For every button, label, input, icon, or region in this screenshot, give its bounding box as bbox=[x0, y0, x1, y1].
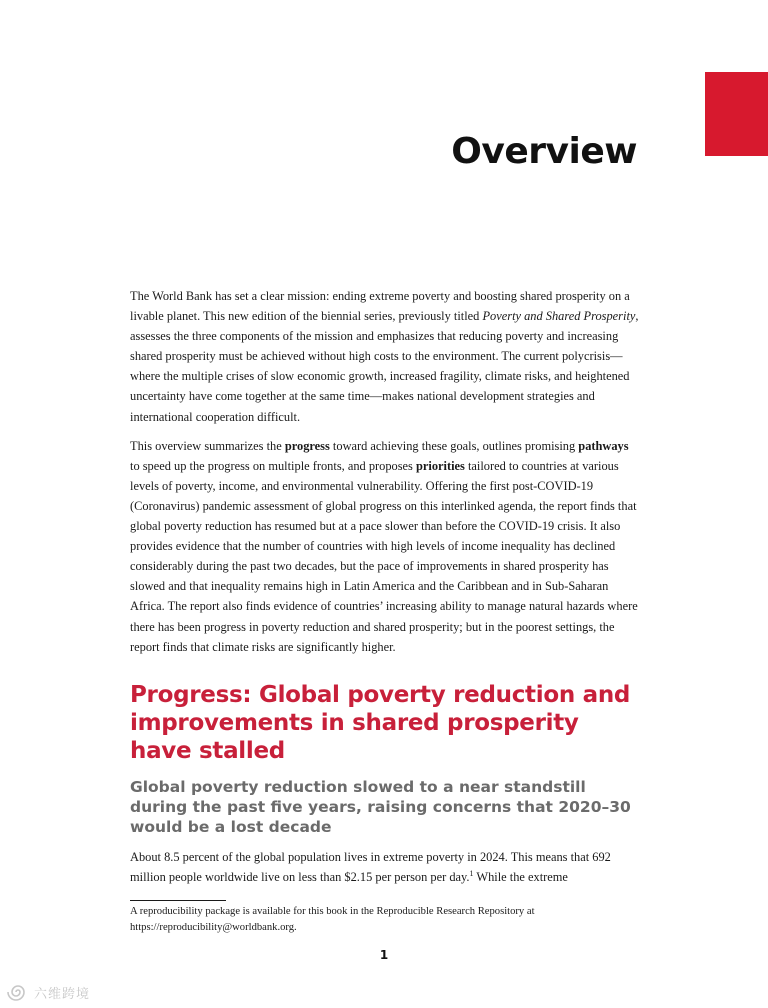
watermark-text: 六维跨境 bbox=[34, 986, 91, 1002]
section-paragraph-1 bbox=[130, 847, 640, 887]
footnote-reference[interactable]: 1 bbox=[469, 868, 474, 878]
intro-paragraph-1 bbox=[130, 286, 640, 427]
page-number: 1 bbox=[379, 948, 389, 962]
intro-p1-report-title: Poverty and Shared Prosperity bbox=[482, 309, 636, 324]
footnote: A reproducibility package is available for this book in the Reproducible Research Repository at https://reproducibility@worldbank.org. bbox=[130, 906, 535, 933]
section-heading: Progress: Global poverty reduction and improvements in shared prosperity have stalled bbox=[130, 681, 631, 764]
intro-p2-bold-progress: progress bbox=[284, 438, 330, 453]
chapter-color-tab bbox=[705, 72, 768, 156]
intro-p2-bold-priorities: priorities bbox=[415, 458, 465, 473]
intro-p2-text-a: This overview summarizes the bbox=[130, 438, 285, 453]
intro-p2-text-d: tailored to countries at various levels of poverty, income, and environmental vulnerability. Offering the first post-COVID-19 (Coronavirus) pandemic assessment of global progress on this interlinked agenda, the report finds that global poverty reduction has resumed but at a pace slower than before the COVID-19 crisis. It also provides evidence that the number of countries with high levels of income inequality has declined considerably during the past two decades, but the pace of improvements in shared prosperity has slowed and that inequality remains high in Latin America and the Caribbean and in Sub-Saharan Africa. The report also finds evidence of countries’ increasing ability to manage natural hazards where there has been progress in poverty reduction and shared prosperity; but in the poorest settings, the report finds that climate risks are significantly higher. bbox=[130, 458, 638, 654]
intro-p2-bold-pathways: pathways bbox=[578, 438, 629, 453]
subsection-heading: Global poverty reduction slowed to a near standstill during the past five years, raising concerns that 2020–30 would be a lost decade bbox=[130, 777, 631, 836]
chapter-title: Overview bbox=[451, 131, 637, 172]
intro-p2-text-b: toward achieving these goals, outlines promising bbox=[329, 438, 579, 453]
section-p1-text-b: While the extreme bbox=[473, 869, 568, 884]
intro-p1-text-b: , assesses the three components of the mission and emphasizes that reducing poverty and increasing shared prosperity must be achieved without high costs to the environment. The current polycrisis—where the multiple crises of slow economic growth, increased fragility, climate risks, and heightened uncertainty have come together at the same time—makes national development strategies and international cooperation difficult. bbox=[130, 309, 639, 424]
spiral-logo-icon bbox=[6, 982, 30, 1002]
watermark bbox=[6, 981, 90, 1003]
intro-p2-text-c: to speed up the progress on multiple fronts, and proposes bbox=[130, 458, 416, 473]
footnote-divider bbox=[130, 900, 226, 901]
section-p1-text-a: About 8.5 percent of the global population lives in extreme poverty in 2024. This means that 692 million people worldwide live on less than $2.15 per person per day. bbox=[130, 849, 611, 884]
intro-p1-text-a: The World Bank has set a clear mission: ending extreme poverty and boosting shared prosperity on a livable planet. This new edition of the biennial series, previously titled bbox=[130, 289, 630, 324]
intro-paragraph-2 bbox=[130, 436, 640, 657]
main-content bbox=[130, 286, 640, 896]
